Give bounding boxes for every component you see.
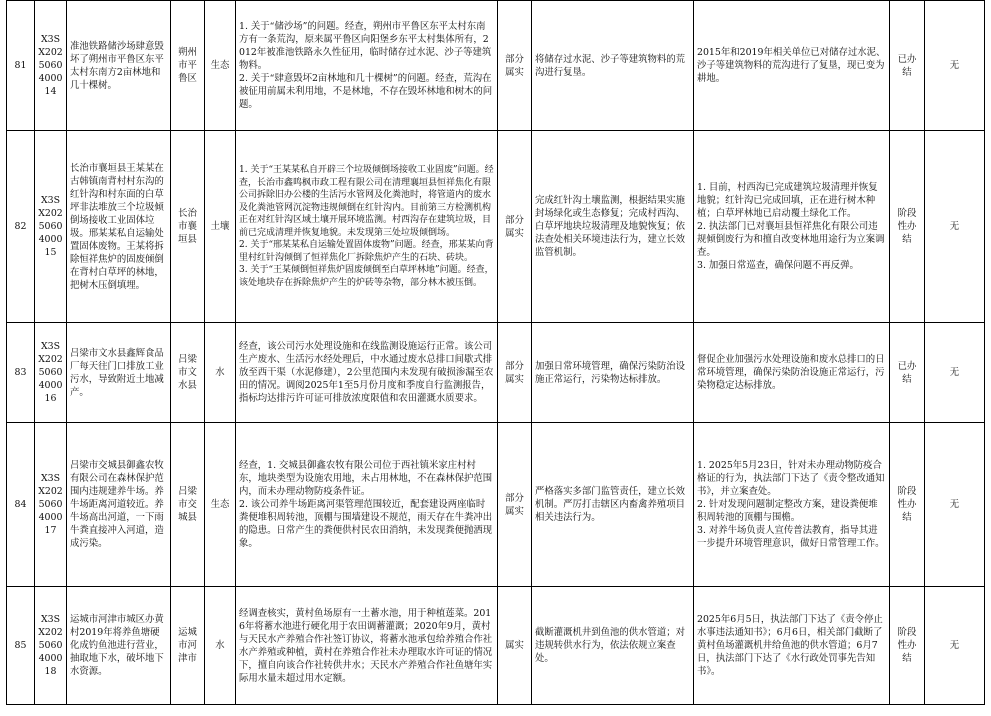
progress-paragraph: 1. 2025年5月23日，针对未办理动物防疫合格证的行为，执法部门下达了《责令整改通知书》，并立案查处。 — [697, 460, 885, 497]
progress — [694, 131, 890, 323]
progress-paragraph: 3. 加强日常巡查，确保问题不再反弹。 — [697, 260, 859, 271]
complaint-content: 长治市襄垣县王某某在古韩镇南背村村东沟的红针沟和村东面的白草坪非法堆放三个垃圾倾倒场接收工业固体垃圾。邢某某私自运输处置固体废物。王某将拆除恒祥焦炉的固废倾倒在背村白草坪的林地，把树木压倒填埋。 — [67, 131, 171, 323]
pollution-category: 水 — [205, 587, 236, 705]
case-code: X3SX2025060400015 — [35, 131, 67, 323]
verdict: 部分属实 — [498, 423, 532, 587]
verdict: 部分属实 — [498, 131, 532, 323]
complaint-content: 运城市河津市城区办黄村2019年将养鱼塘硬化成钓鱼池进行营业，抽取地下水，破坏地下水资源。 — [67, 587, 171, 705]
table-row — [7, 131, 985, 323]
verdict: 部分属实 — [498, 1, 532, 131]
investigation-result — [236, 323, 498, 423]
investigation-result — [236, 131, 498, 323]
rectification-measures: 将储存过水泥、沙子等建筑物料的荒沟进行复垦。 — [532, 1, 694, 131]
rectification-measures: 截断灌溉机井到鱼池的供水管道；对违规转供水行为，依法依规立案查处。 — [532, 587, 694, 705]
investigation-result — [236, 587, 498, 705]
progress-paragraph: 2015年和2019年相关单位已对储存过水泥、沙子等建筑物料的荒沟进行了复垦，现已变为耕地。 — [697, 47, 886, 84]
pollution-category: 生态 — [205, 1, 236, 131]
table-row — [7, 1, 985, 131]
investigation-result — [236, 1, 498, 131]
accountability: 无 — [925, 587, 985, 705]
progress-paragraph: 3. 对养牛场负责人宣传普法教育，指导其进一步提升环境管理意识，做好日常管理工作。 — [697, 525, 885, 549]
status: 阶段性办结 — [890, 587, 925, 705]
case-code: X3SX2025060400017 — [35, 423, 67, 587]
location: 吕梁市交城县 — [171, 423, 205, 587]
progress-paragraph: 督促企业加强污水处理设施和废水总排口的日常环境管理，确保污染防治设施正常运行，污染物稳定达标排放。 — [697, 354, 885, 391]
pollution-category: 水 — [205, 323, 236, 423]
investigation-result-paragraph: 2. 关于“肆意毁坏2亩林地和几十棵树”的问题。经查，荒沟在被征用前属未利用地，不是林地，不存在毁坏林地和树木的问题。 — [239, 73, 493, 110]
accountability: 无 — [925, 1, 985, 131]
status: 阶段性办结 — [890, 131, 925, 323]
pollution-category: 土壤 — [205, 131, 236, 323]
progress — [694, 323, 890, 423]
status: 已办结 — [890, 1, 925, 131]
row-number: 85 — [7, 587, 35, 705]
complaint-content: 准池铁路储沙场肆意毁坏了朔州市平鲁区东平太村东南方2亩林地和几十棵树。 — [67, 1, 171, 131]
table-row — [7, 423, 985, 587]
complaint-content: 吕梁市交城县御鑫农牧有限公司在森林保护范围内违规建养牛场。养牛场距离河道较近。养牛场高出河道，一下雨牛粪直接冲入河道，造成污染。 — [67, 423, 171, 587]
progress-paragraph: 2. 执法部门已对襄垣县恒祥焦化有限公司违规倾倒废行为和擅自改变林地用途行为立案调查。 — [697, 221, 885, 258]
location: 吕梁市文水县 — [171, 323, 205, 423]
case-code: X3SX2025060400018 — [35, 587, 67, 705]
table-row — [7, 323, 985, 423]
table-body — [7, 1, 985, 705]
complaint-content: 吕梁市文水县鑫辉食品厂每天往门口排放工业污水，导致附近土地减产。 — [67, 323, 171, 423]
location: 长治市襄垣县 — [171, 131, 205, 323]
progress — [694, 423, 890, 587]
progress-paragraph: 2025年6月5日，执法部门下达了《责令停止水事违法通知书》；6月6日，相关部门截断了黄村鱼场灌溉机井给鱼池的供水管道；6月7日，执法部门下达了《水行政处罚事先告知书》。 — [697, 614, 883, 677]
investigation-result — [236, 423, 498, 587]
investigation-result-paragraph: 1. 关于“储沙场”的问题。经查，朔州市平鲁区东平太村东南方有一条荒沟，原来属平鲁区向阳堡乡东平太村集体所有，2012年被准池铁路永久性征用，临时储存过水泥、沙子等建筑物料。 — [239, 21, 492, 71]
pollution-category: 生态 — [205, 423, 236, 587]
rectification-measures: 完成红针沟土壤监测，根据结果实施封场绿化或生态修复；完成村西沟、白草坪地块垃圾清理及地貌恢复；依法查处相关环境违法行为，建立长效监管机制。 — [532, 131, 694, 323]
accountability: 无 — [925, 423, 985, 587]
progress — [694, 1, 890, 131]
case-code: X3SX2025060400014 — [35, 1, 67, 131]
case-code: X3SX2025060400016 — [35, 323, 67, 423]
location: 朔州市平鲁区 — [171, 1, 205, 131]
investigation-result-paragraph: 经查，1. 交城县御鑫农牧有限公司位于西社镇米家庄村村东，地块类型为设施农用地，未占用林地，不在森林保护范围内，而未办理动物防疫条件证。 — [239, 460, 493, 497]
investigation-result-paragraph: 2. 该公司养牛场距离河渠管理范围较近，配套建设两座临时粪便堆积周转池，顶棚与围墙建设不规范，雨天存在牛粪冲出的隐患。日常产生的粪便供村民农田消纳，未发现粪便抛洒现象。 — [239, 499, 493, 549]
accountability: 无 — [925, 323, 985, 423]
investigation-result-paragraph: 1. 关于“王某某私自开辟三个垃圾倾倒场接收工业固废”问题。经查，长治市鑫鸣枫市政工程有限公司在清理襄垣县恒祥焦化有限公司拆除旧办公楼的生活污水管网及化粪池时，将管道内的废水及化粪池管网沉淀物违规倾倒在红针沟内。目前第三方检测机构正在对红针沟区域土壤开展环境监测。村西沟存在建筑垃圾，目前已完成清理并恢复地貌。未发现第三处垃圾倾倒场。 — [239, 165, 494, 238]
rectification-measures: 加强日常环境管理，确保污染防治设施正常运行，污染物达标排放。 — [532, 323, 694, 423]
progress-paragraph: 1. 目前，村西沟已完成建筑垃圾清理并恢复地貌；红针沟已完成回填，正在进行树木种植；白草坪林地已启动覆土绿化工作。 — [697, 182, 878, 219]
verdict: 部分属实 — [498, 323, 532, 423]
status: 阶段性办结 — [890, 423, 925, 587]
progress — [694, 587, 890, 705]
row-number: 83 — [7, 323, 35, 423]
complaint-table-page — [6, 0, 984, 712]
investigation-result-paragraph: 3. 关于“王某倾倒恒祥焦炉固废倾倒至白草坪林地”问题。经查，该处地块存在拆除焦炉产生的炉砖等杂物，部分林木被压倒。 — [239, 265, 494, 288]
investigation-result-paragraph: 2. 关于“邢某某私自运输处置固体废物”问题。经查，邢某某向背里村红针沟倾倒了恒祥焦化厂拆除焦炉产生的石块、砖块。 — [239, 240, 494, 263]
progress-paragraph: 2. 针对发现问题制定整改方案，建设粪便堆积周转池的顶棚与围檐。 — [697, 499, 878, 523]
rectification-measures: 严格落实多部门监管责任，建立长效机制。严厉打击辖区内畜禽养殖项目相关违法行为。 — [532, 423, 694, 587]
row-number: 81 — [7, 1, 35, 131]
status: 已办结 — [890, 323, 925, 423]
investigation-result-paragraph: 经查，该公司污水处理设施和在线监测设施运行正常。该公司生产废水、生活污水经处理后，中水通过废水总排口间歇式排放至西干渠（水泥修建），2公里范围内未发现有破损渗漏至农田的情况。调阅2025年1至5月份月度和季度自行监测报告，指标均达排污许可证可排放浓度限值和农田灌溉水质要求。 — [239, 341, 494, 404]
location: 运城市河津市 — [171, 587, 205, 705]
table-row — [7, 587, 985, 705]
accountability: 无 — [925, 131, 985, 323]
verdict: 属实 — [498, 587, 532, 705]
row-number: 84 — [7, 423, 35, 587]
row-number: 82 — [7, 131, 35, 323]
investigation-result-paragraph: 经调查核实，黄村鱼场原有一土蓄水池，用于种植莲菜。2016年将蓄水池进行硬化用于农田调蓄灌溉；2020年9月，黄村与天民水产养殖合作社签订协议，将蓄水池承包给养殖合作社水产养殖或种植，黄村在养殖合作社未办理取水许可证的情况下，擅自向该合作社转供井水；天民水产养殖合作社鱼塘年实际用水量未超过用水定额。 — [239, 607, 493, 684]
complaint-table — [6, 0, 985, 705]
